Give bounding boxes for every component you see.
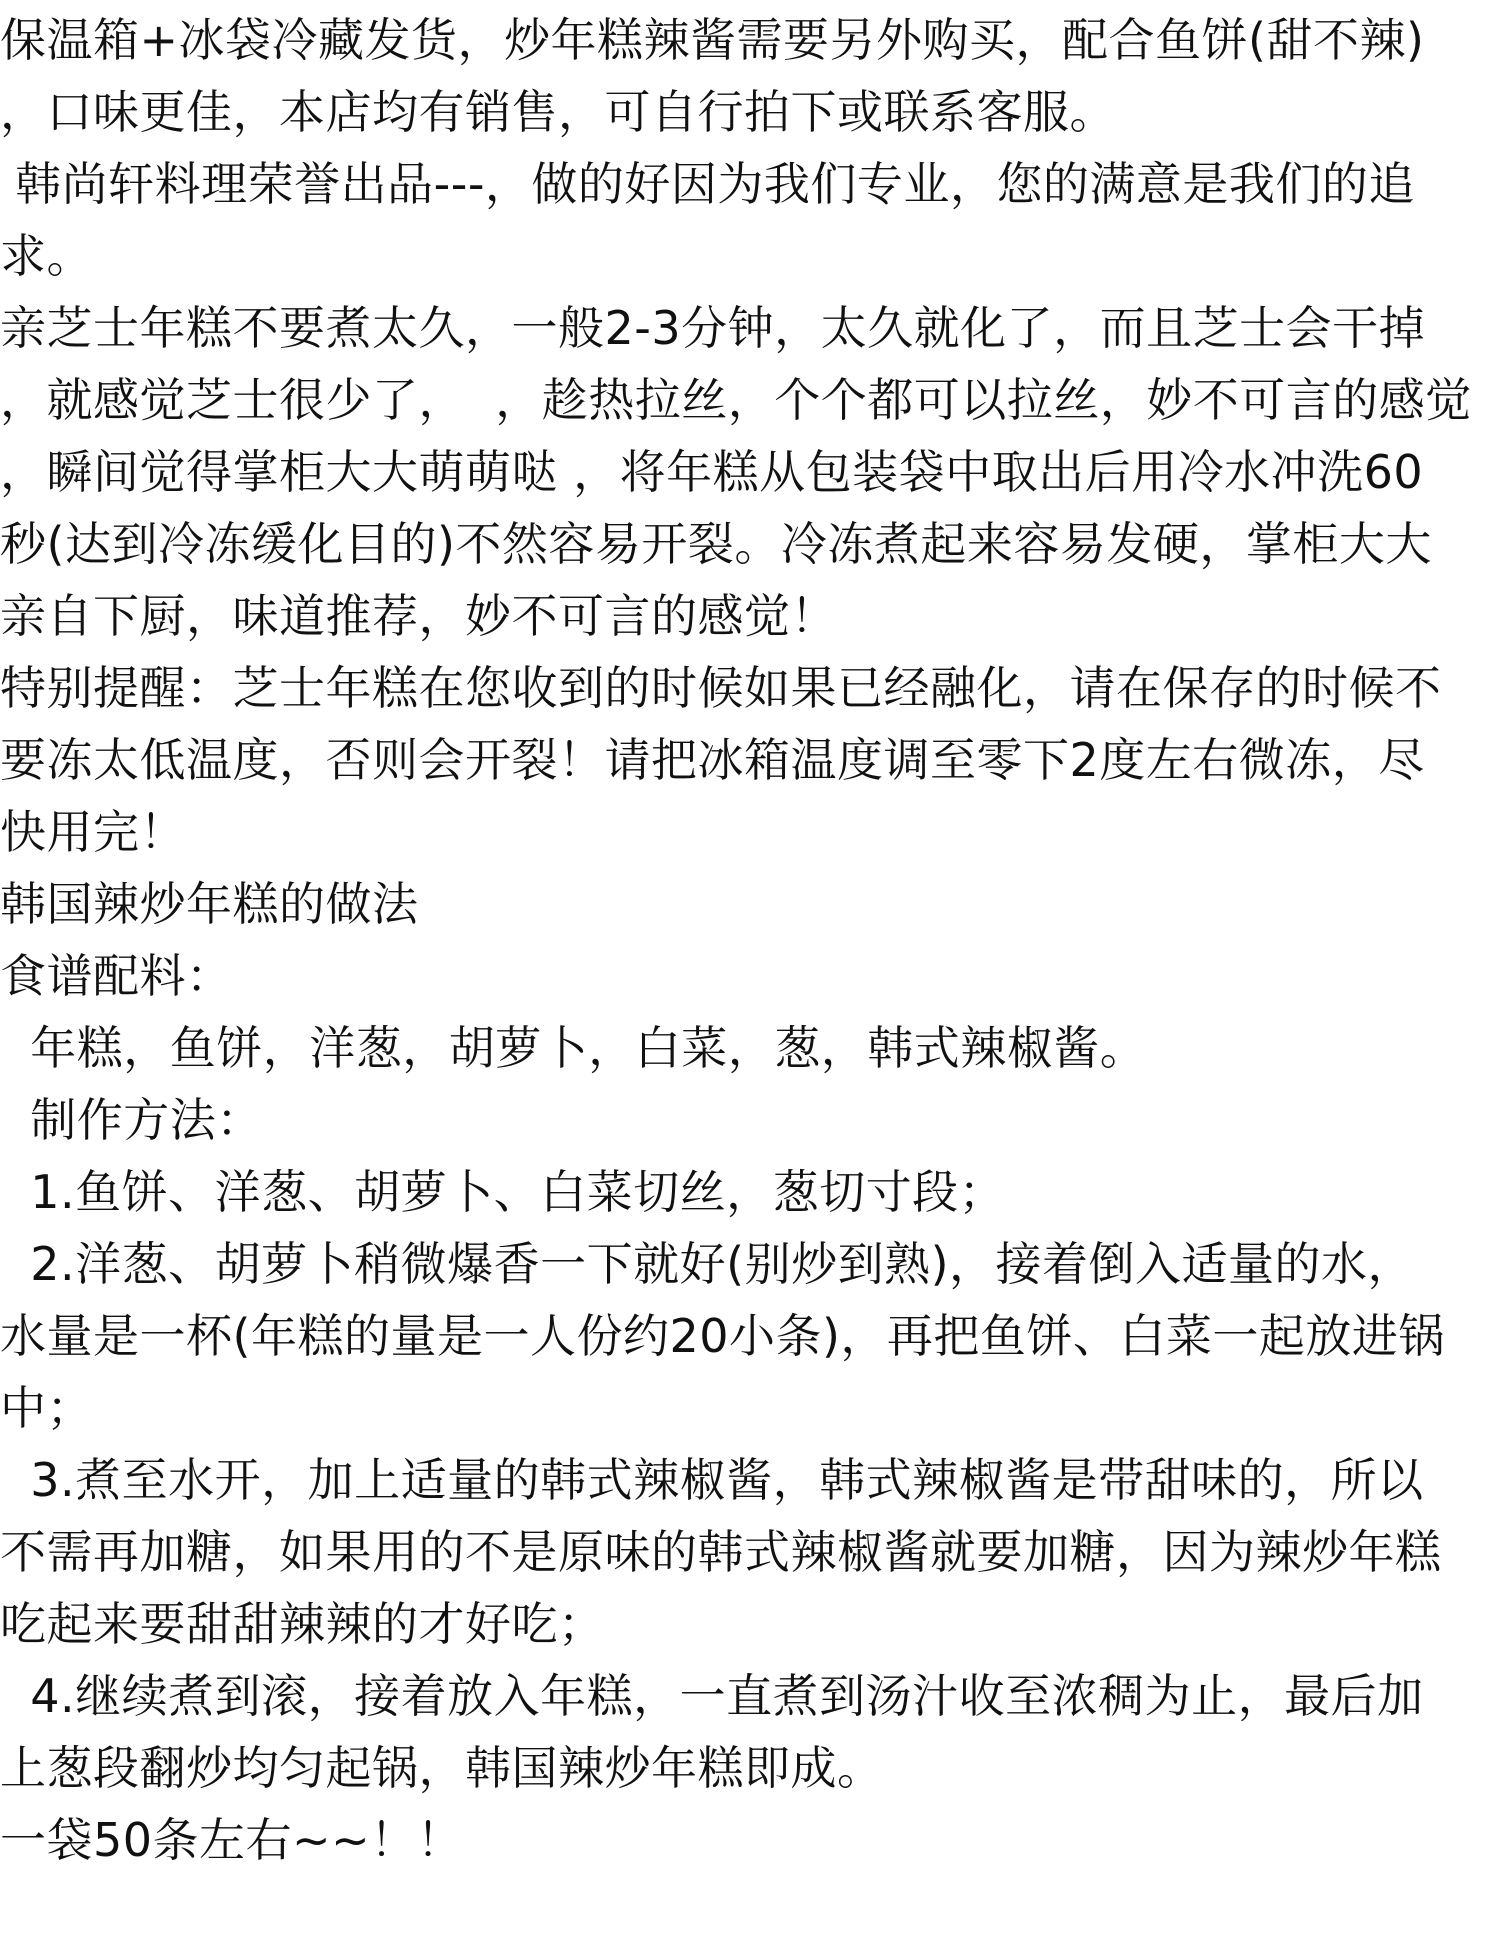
text-line-25: 上葱段翻炒均匀起锅，韩国辣炒年糕即成。 [0,1741,884,1795]
text-line-20: 中； [0,1381,93,1435]
text-line-7: ，瞬间觉得掌柜大大萌萌哒 ，将年糕从包装袋中取出后用冷水冲洗60 [0,445,1424,499]
text-line-15: 年糕，鱼饼，洋葱，胡萝卜，白菜，葱，韩式辣椒酱。 [0,1021,1147,1075]
text-line-2: ，口味更佳，本店均有销售，可自行拍下或联系客服。 [0,85,1116,139]
text-line-21: 3.煮至水开，加上适量的韩式辣椒酱，韩式辣椒酱是带甜味的，所以 [0,1453,1424,1507]
text-line-22: 不需再加糖，如果用的不是原味的韩式辣椒酱就要加糖，因为辣炒年糕 [0,1525,1442,1579]
text-line-12: 快用完！ [0,805,186,859]
text-line-1: 保温箱+冰袋冷藏发货，炒年糕辣酱需要另外购买，配合鱼饼(甜不辣) [0,13,1425,67]
text-line-19: 水量是一杯(年糕的量是一人份约20小条)，再把鱼饼、白菜一起放进锅 [0,1309,1445,1363]
text-line-3: 韩尚轩料理荣誉出品---，做的好因为我们专业，您的满意是我们的追 [0,157,1415,211]
text-line-24: 4.继续煮到滚，接着放入年糕，一直煮到汤汁收至浓稠为止，最后加 [0,1669,1424,1723]
text-line-11: 要冻太低温度，否则会开裂！请把冰箱温度调至零下2度左右微冻，尽 [0,733,1425,787]
text-line-17: 1.鱼饼、洋葱、胡萝卜、白菜切丝，葱切寸段； [0,1165,1006,1219]
text-line-13: 韩国辣炒年糕的做法 [0,877,419,931]
text-line-10: 特别提醒：芝士年糕在您收到的时候如果已经融化，请在保存的时候不 [0,661,1442,715]
text-line-5: 亲芝士年糕不要煮太久，一般2-3分钟，太久就化了，而且芝士会干掉 [0,301,1426,355]
text-line-23: 吃起来要甜甜辣辣的才好吃； [0,1597,605,1651]
text-line-9: 亲自下厨，味道推荐，妙不可言的感觉！ [0,589,837,643]
text-line-8: 秒(达到冷冻缓化目的)不然容易开裂。冷冻煮起来容易发硬，掌柜大大 [0,517,1432,571]
text-line-14: 食谱配料： [0,949,233,1003]
text-line-6: ，就感觉芝士很少了， ，趁热拉丝，个个都可以拉丝，妙不可言的感觉 [0,373,1472,427]
text-line-4: 求。 [0,229,93,283]
text-line-26: 一袋50条左右~~！！ [0,1813,464,1867]
text-line-18: 2.洋葱、胡萝卜稍微爆香一下就好(别炒到熟)，接着倒入适量的水， [0,1237,1415,1291]
text-line-16: 制作方法： [0,1093,263,1147]
